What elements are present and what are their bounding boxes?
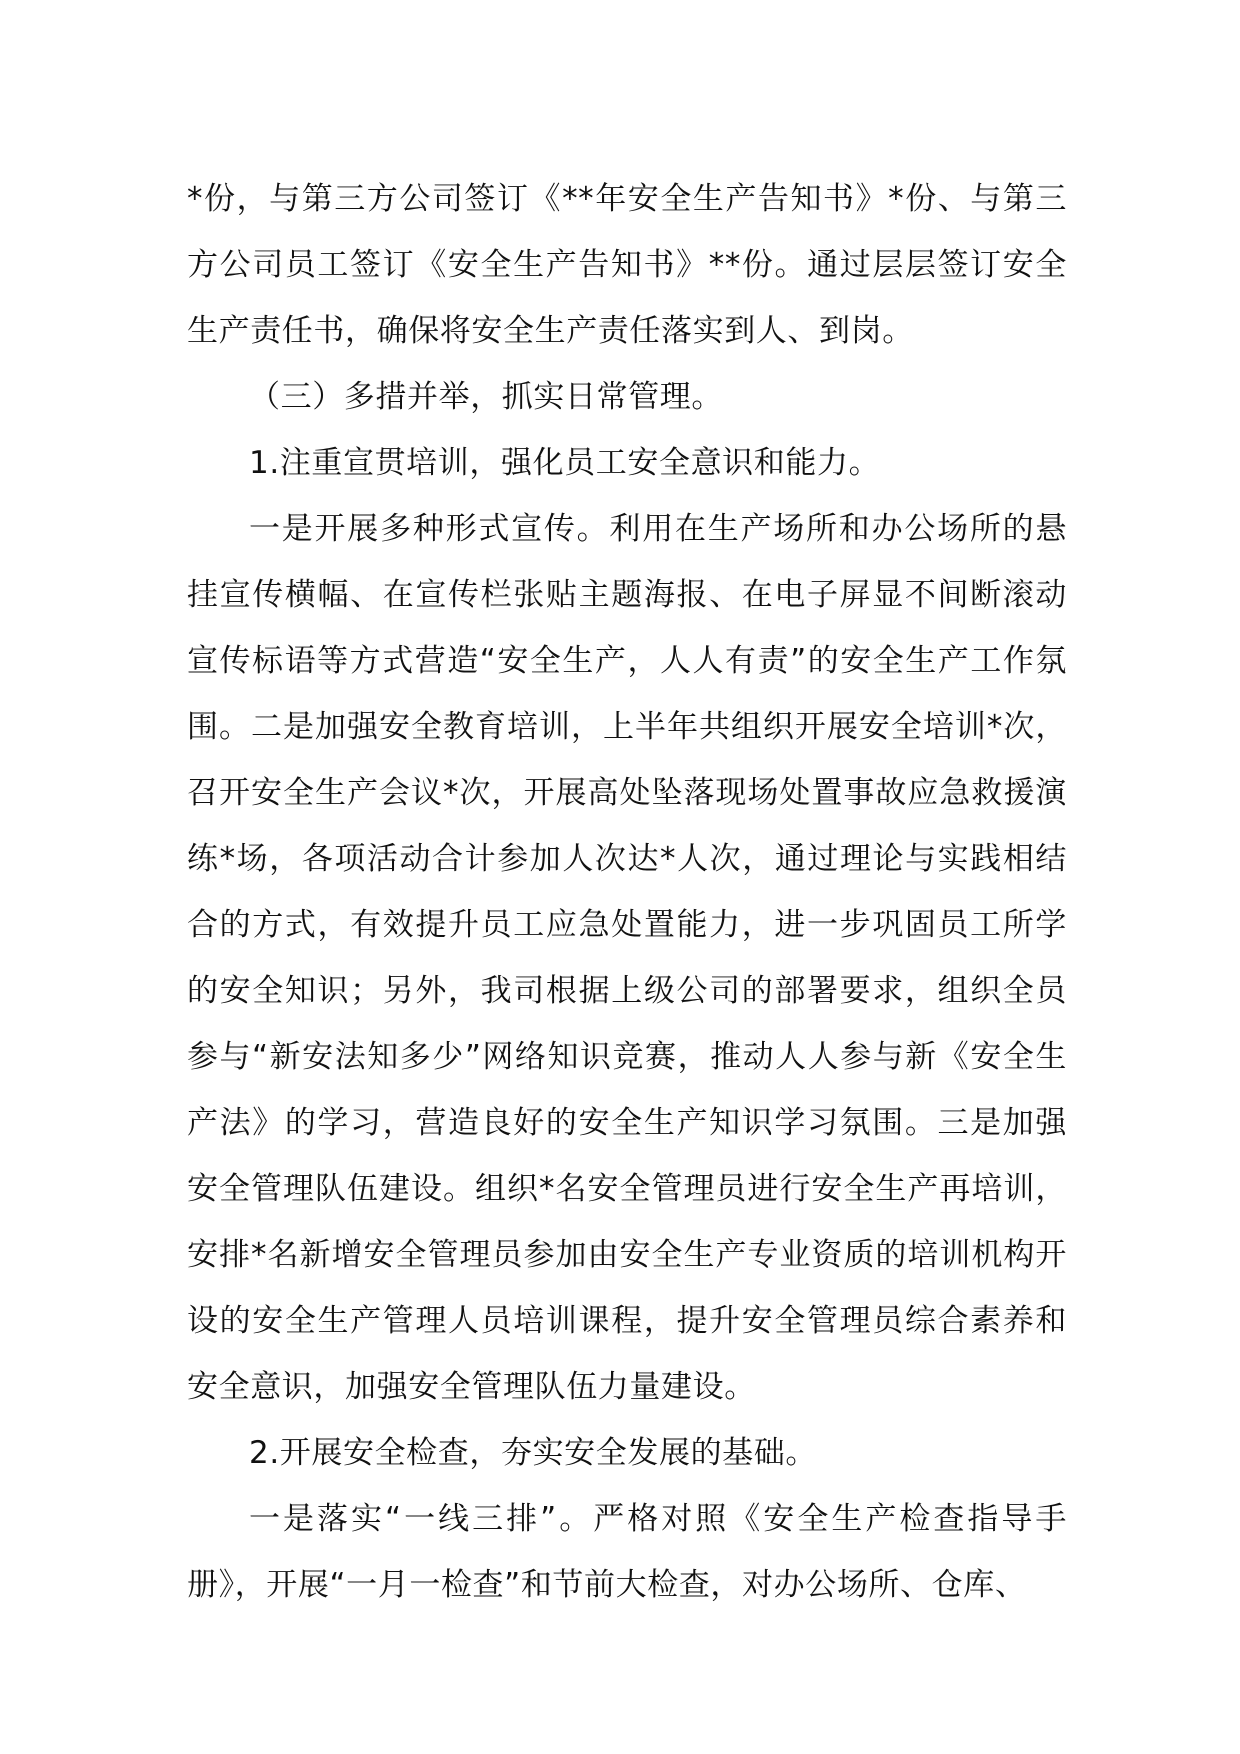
paragraph-responsibility-signing: *份，与第三方公司签订《**年安全生产告知书》*份、与第三方公司员工签订《安全生产告知书》**份。通过层层签订安全生产责任书，确保将安全生产责任落实到人、到岗。 xyxy=(187,181,1067,349)
paragraph-inspection-details: 一是落实“一线三排”。严格对照《安全生产检查指导手册》，开展“一月一检查”和节前大检查，对办公场所、仓库、 xyxy=(187,1501,1067,1603)
subheading-training: 1.注重宣贯培训，强化员工安全意识和能力。 xyxy=(249,445,881,481)
section-heading-daily-management: （三）多措并举，抓实日常管理。 xyxy=(249,379,723,415)
subheading-safety-inspection: 2.开展安全检查，夯实安全发展的基础。 xyxy=(249,1435,817,1471)
paragraph-training-details: 一是开展多种形式宣传。利用在生产场所和办公场所的悬挂宣传横幅、在宣传栏张贴主题海报、在电子屏显不间断滚动宣传标语等方式营造“安全生产，人人有责”的安全生产工作氛围。二是加强安全教育培训，上半年共组织开展安全培训*次，召开安全生产会议*次，开展高处坠落现场处置事故应急救援演练*场，各项活动合计参加人次达*人次，通过理论与实践相结合的方式，有效提升员工应急处置能力，进一步巩固员工所学的安全知识；另外，我司根据上级公司的部署要求，组织全员参与“新安法知多少”网络知识竞赛，推动人人参与新《安全生产法》的学习，营造良好的安全生产知识学习氛围。三是加强安全管理队伍建设。组织*名安全管理员进行安全生产再培训，安排*名新增安全管理员参加由安全生产专业资质的培训机构开设的安全生产管理人员培训课程，提升安全管理员综合素养和安全意识，加强安全管理队伍力量建设。 xyxy=(187,511,1067,1405)
document-body xyxy=(187,166,1067,1618)
